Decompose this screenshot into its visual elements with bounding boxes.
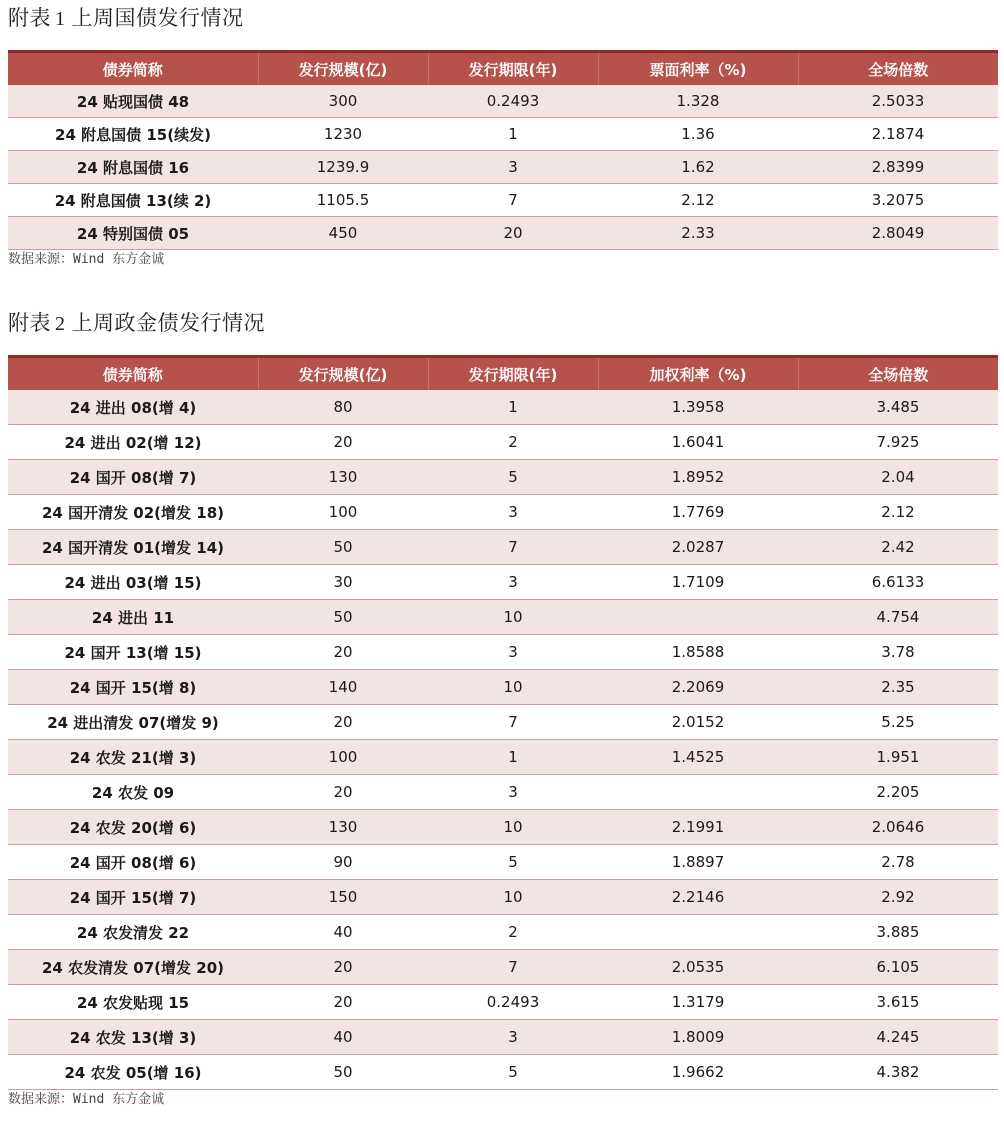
table-row (8, 390, 998, 425)
table2-title-text: 上周政金债发行情况 (71, 311, 265, 335)
table-cell: 2.1874 (798, 118, 998, 151)
table-row (8, 85, 998, 118)
table-cell: 20 (258, 985, 428, 1020)
table-cell: 450 (258, 217, 428, 250)
table-cell: 1.8952 (598, 460, 798, 495)
table1-header-cell: 债券简称 (102, 60, 163, 79)
table1-title-prefix: 附表 (8, 6, 51, 30)
table-cell: 1.4525 (598, 740, 798, 775)
table-cell: 24 农发清发 07(增发 20) (8, 950, 258, 985)
table-cell: 5 (428, 1055, 598, 1090)
table-cell: 2.42 (798, 530, 998, 565)
table-cell: 24 贴现国债 48 (8, 85, 258, 118)
table1-title-num: 1 (55, 8, 66, 30)
table1-source: 数据来源：Wind 东方金诚 (8, 252, 165, 267)
table-cell: 2.0646 (798, 810, 998, 845)
table-cell: 24 农发 20(增 6) (8, 810, 258, 845)
table2-header-row (8, 357, 998, 391)
table-cell: 3.485 (798, 390, 998, 425)
table-cell: 24 附息国债 13(续 2) (8, 184, 258, 217)
table-cell: 2.33 (598, 217, 798, 250)
table2-section (0, 305, 1004, 1110)
table-row (8, 740, 998, 775)
table-cell: 3 (428, 775, 598, 810)
table-cell: 5.25 (798, 705, 998, 740)
table-cell: 24 农发贴现 15 (8, 985, 258, 1020)
table-row (8, 705, 998, 740)
table-cell: 130 (258, 460, 428, 495)
table-cell: 1.951 (798, 740, 998, 775)
table-cell: 1.8009 (598, 1020, 798, 1055)
table-cell: 24 国开 08(增 7) (8, 460, 258, 495)
table-cell: 3.2075 (798, 184, 998, 217)
table1-header-cell: 票面利率（%) (598, 52, 798, 86)
table2-header-cell: 发行规模(亿) (258, 357, 428, 391)
table-cell: 1.9662 (598, 1055, 798, 1090)
table-cell: 100 (258, 495, 428, 530)
table-cell: 3.78 (798, 635, 998, 670)
table-cell: 1.8897 (598, 845, 798, 880)
table-cell: 50 (258, 600, 428, 635)
table-cell: 24 进出 03(增 15) (8, 565, 258, 600)
table-row (8, 184, 998, 217)
table-cell: 150 (258, 880, 428, 915)
table-cell: 130 (258, 810, 428, 845)
table-cell: 3 (428, 635, 598, 670)
table-cell: 24 国开 15(增 8) (8, 670, 258, 705)
table-cell: 1.3958 (598, 390, 798, 425)
table-cell: 1.7769 (598, 495, 798, 530)
table-cell: 10 (428, 880, 598, 915)
table1-header-cell: 发行期限(年) (428, 52, 598, 86)
table2-header-cell: 全场倍数 (798, 357, 998, 391)
table-row (8, 775, 998, 810)
table-cell: 3 (428, 1020, 598, 1055)
table-cell: 3.885 (798, 915, 998, 950)
table-cell: 1 (428, 390, 598, 425)
table-cell: 2.04 (798, 460, 998, 495)
table-cell: 2.92 (798, 880, 998, 915)
table-cell: 40 (258, 1020, 428, 1055)
table-row (8, 810, 998, 845)
table-cell: 20 (258, 705, 428, 740)
table-cell: 1239.9 (258, 151, 428, 184)
table-cell: 7 (428, 184, 598, 217)
table-cell: 7.925 (798, 425, 998, 460)
table-cell: 100 (258, 740, 428, 775)
table-cell: 1105.5 (258, 184, 428, 217)
table-cell: 7 (428, 705, 598, 740)
table-cell: 4.754 (798, 600, 998, 635)
table-cell: 40 (258, 915, 428, 950)
table-row (8, 565, 998, 600)
table-cell: 20 (258, 950, 428, 985)
table-row (8, 880, 998, 915)
table-cell: 10 (428, 600, 598, 635)
table1-title-text: 上周国债发行情况 (71, 6, 244, 30)
table-cell: 5 (428, 460, 598, 495)
table-cell: 24 附息国债 16 (8, 151, 258, 184)
table-cell: 2.0287 (598, 530, 798, 565)
table-row (8, 425, 998, 460)
table-cell: 24 国开清发 02(增发 18) (8, 495, 258, 530)
table-cell: 1 (428, 740, 598, 775)
table-row (8, 460, 998, 495)
table-cell: 24 国开 15(增 7) (8, 880, 258, 915)
table-cell: 30 (258, 565, 428, 600)
table-cell: 2 (428, 425, 598, 460)
table-cell: 3.615 (798, 985, 998, 1020)
table-cell: 1230 (258, 118, 428, 151)
table1-title (0, 0, 1004, 36)
table-cell: 20 (428, 217, 598, 250)
table-cell: 2.8399 (798, 151, 998, 184)
table-row (8, 670, 998, 705)
table-cell: 24 附息国债 15(续发) (8, 118, 258, 151)
table-cell: 2.8049 (798, 217, 998, 250)
table-cell: 24 农发 21(增 3) (8, 740, 258, 775)
table-row (8, 1055, 998, 1090)
table-cell: 24 国开 08(增 6) (8, 845, 258, 880)
table-cell: 2.5033 (798, 85, 998, 118)
table-cell: 0.2493 (428, 85, 598, 118)
table-cell: 2.78 (798, 845, 998, 880)
table1-header-row (8, 52, 998, 86)
table2-source: 数据来源：Wind 东方金诚 (8, 1092, 165, 1107)
table-cell: 0.2493 (428, 985, 598, 1020)
table-cell: 6.105 (798, 950, 998, 985)
table-row (8, 118, 998, 151)
table-row (8, 915, 998, 950)
table-row (8, 600, 998, 635)
table-cell: 4.245 (798, 1020, 998, 1055)
table-cell: 2.35 (798, 670, 998, 705)
table-cell: 24 国开清发 01(增发 14) (8, 530, 258, 565)
table-row (8, 530, 998, 565)
table-cell: 2.2069 (598, 670, 798, 705)
table-cell: 24 国开 13(增 15) (8, 635, 258, 670)
table-cell: 80 (258, 390, 428, 425)
table-cell: 10 (428, 670, 598, 705)
table-row (8, 985, 998, 1020)
table-row (8, 151, 998, 184)
table-cell: 1.7109 (598, 565, 798, 600)
table-row (8, 217, 998, 250)
table-cell: 2 (428, 915, 598, 950)
table-cell: 140 (258, 670, 428, 705)
table-cell (598, 600, 798, 635)
table2-header-cell: 加权利率（%) (598, 357, 798, 391)
table-cell: 3 (428, 565, 598, 600)
table-cell: 24 特别国债 05 (8, 217, 258, 250)
table-cell: 90 (258, 845, 428, 880)
table-cell: 1.6041 (598, 425, 798, 460)
table-cell: 2.0535 (598, 950, 798, 985)
table2-header-cell: 发行期限(年) (428, 357, 598, 391)
table-row (8, 635, 998, 670)
table-cell: 1 (428, 118, 598, 151)
table-cell: 5 (428, 845, 598, 880)
table-row (8, 845, 998, 880)
table-cell: 24 农发 09 (8, 775, 258, 810)
table-cell: 20 (258, 635, 428, 670)
table-cell: 3 (428, 495, 598, 530)
table-cell: 2.205 (798, 775, 998, 810)
table-cell: 4.382 (798, 1055, 998, 1090)
table-cell: 50 (258, 530, 428, 565)
table-row (8, 1020, 998, 1055)
table-cell: 50 (258, 1055, 428, 1090)
table-cell: 24 进出 11 (8, 600, 258, 635)
table-cell: 24 进出清发 07(增发 9) (8, 705, 258, 740)
table1-header-cell: 发行规模(亿) (258, 52, 428, 86)
table-cell: 2.12 (798, 495, 998, 530)
table-cell: 2.2146 (598, 880, 798, 915)
table-cell: 24 进出 02(增 12) (8, 425, 258, 460)
table-cell: 24 进出 08(增 4) (8, 390, 258, 425)
table-cell: 2.1991 (598, 810, 798, 845)
table-cell: 1.62 (598, 151, 798, 184)
table-cell: 1.328 (598, 85, 798, 118)
table2-title-prefix: 附表 (8, 311, 51, 335)
table-cell: 1.36 (598, 118, 798, 151)
table-cell: 300 (258, 85, 428, 118)
table-cell: 10 (428, 810, 598, 845)
table-cell: 2.0152 (598, 705, 798, 740)
table-cell: 20 (258, 775, 428, 810)
table2-title-num: 2 (55, 313, 66, 335)
table-cell: 24 农发 05(增 16) (8, 1055, 258, 1090)
table1 (8, 50, 998, 250)
table-cell: 1.8588 (598, 635, 798, 670)
table-row (8, 950, 998, 985)
table-cell: 24 农发清发 22 (8, 915, 258, 950)
table-cell: 6.6133 (798, 565, 998, 600)
table-cell: 20 (258, 425, 428, 460)
table-row (8, 495, 998, 530)
table-cell: 24 农发 13(增 3) (8, 1020, 258, 1055)
table2-title (0, 305, 1004, 341)
table-cell: 3 (428, 151, 598, 184)
table-cell (598, 915, 798, 950)
table-cell: 7 (428, 950, 598, 985)
table1-header-cell: 全场倍数 (798, 52, 998, 86)
table2 (8, 355, 998, 1090)
table-cell: 1.3179 (598, 985, 798, 1020)
table-cell: 7 (428, 530, 598, 565)
table-cell (598, 775, 798, 810)
table-cell: 2.12 (598, 184, 798, 217)
table1-section (0, 0, 1004, 270)
table2-header-cell: 债券简称 (102, 365, 163, 384)
